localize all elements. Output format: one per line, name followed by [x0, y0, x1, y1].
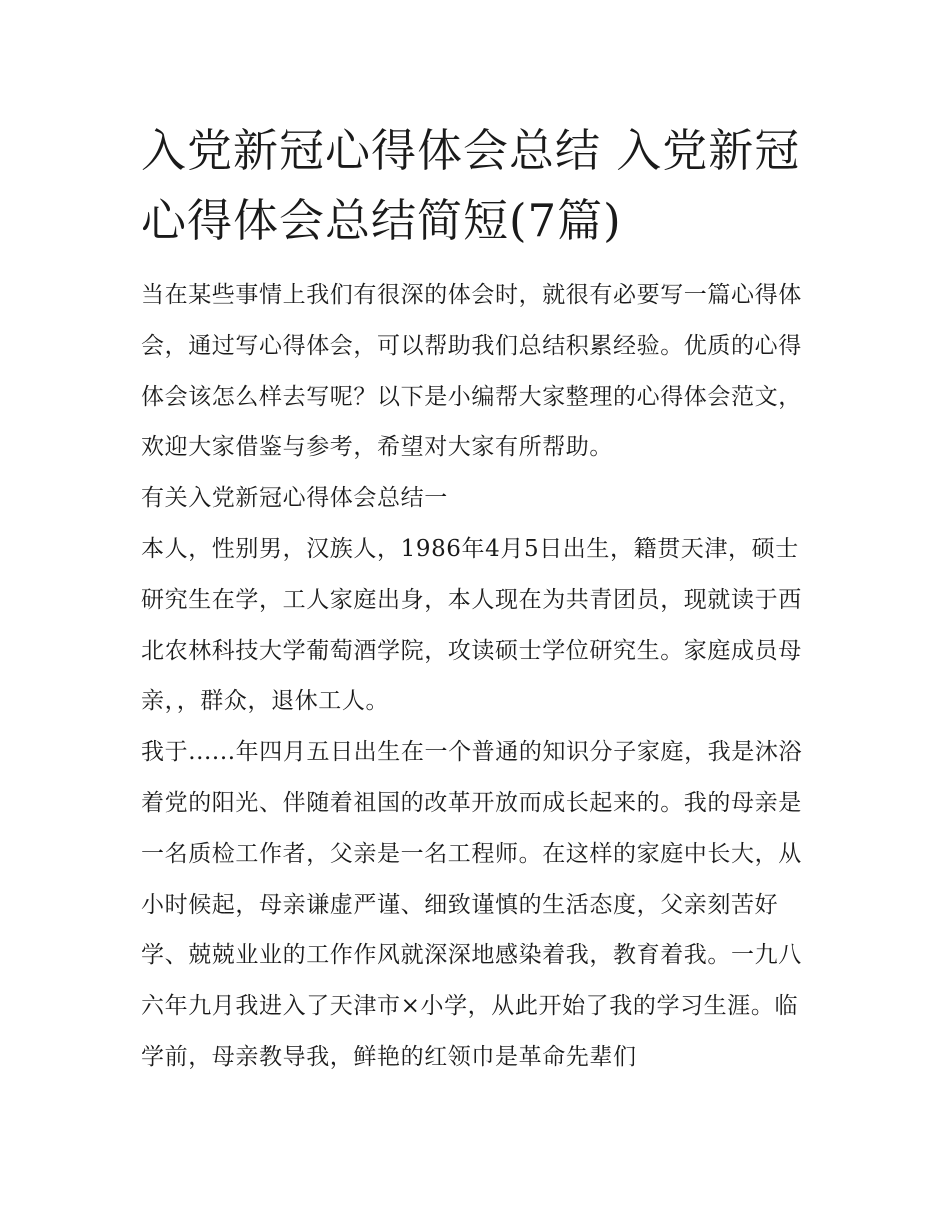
personal-info-paragraph: 本人，性别男，汉族人，1986年4月5日出生，籍贯天津，硕士研究生在学，工人家庭出身，本人现在为共青团员，现就读于西北农林科技大学葡萄酒学院，攻读硕士学位研究生。家庭成员母亲，，群众，退休工人。 — [141, 535, 802, 715]
section-heading: 有关入党新冠心得体会总结一 — [141, 485, 448, 512]
document-body — [141, 116, 813, 1083]
intro-paragraph: 当在某些事情上我们有很深的体会时，就很有必要写一篇心得体会，通过写心得体会，可以帮助我们总结积累经验。优质的心得体会该怎么样去写呢？以下是小编帮大家整理的心得体会范文，欢迎大家借鉴与参考，希望对大家有所帮助。 — [141, 282, 802, 461]
document-title: 入党新冠心得体会总结 入党新冠心得体会总结简短(7篇) — [141, 124, 801, 247]
biography-paragraph: 我于......年四月五日出生在一个普通的知识分子家庭，我是沐浴着党的阳光、伴随着祖国的改革开放而成长起来的。我的母亲是一名质检工作者，父亲是一名工程师。在这样的家庭中长大，从小时候起，母亲谦虚严谨、细致谨慎的生活态度，父亲刻苦好学、兢兢业业的工作作风就深深地感染着我，教育着我。一九八六年九月我进入了天津市×小学，从此开始了我的学习生涯。临学前，母亲教导我，鲜艳的红领巾是革命先辈们 — [141, 739, 803, 1070]
